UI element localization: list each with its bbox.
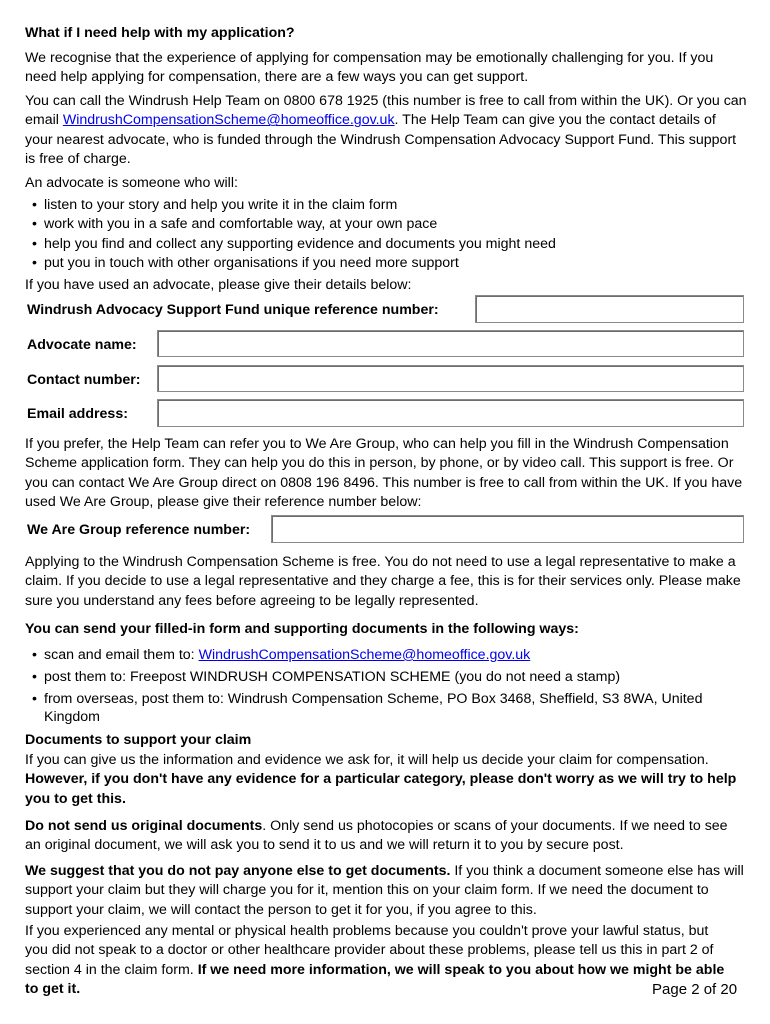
ref-number-label: Windrush Advocacy Support Fund unique reference number: [27,302,439,318]
list-item: • work with you in a safe and comfortable way, at your own pace [26,215,748,234]
list-item: • put you in touch with other organisations if you need more support [26,254,748,273]
help-heading: What if I need help with my application? [25,25,295,41]
documents-paragraph-2: Do not send us original documents. Only send us photocopies or scans of your documents. If we need to see an original document, we will ask you to send it to us and we will return it to you by secure post. [25,818,728,854]
advocate-intro: An advocate is someone who will: [25,175,238,191]
we-are-group-ref-input[interactable] [271,515,744,543]
help-team-paragraph: You can call the Windrush Help Team on 0800 678 1925 (this number is free to call from within the UK). Or you can email WindrushCompensationScheme@homeoffice.gov.uk. The Help Team can give you the contact details of your nearest advocate, who is funded through the Windrush Compensation Advocacy Support Fund. This support is free of charge. [25,93,747,167]
we-are-group-ref-label: We Are Group reference number: [27,522,251,538]
help-email-link[interactable]: WindrushCompensationScheme@homeoffice.gov.uk [62,112,395,129]
page-number: Page 2 of 20 [652,981,738,998]
send-methods-list [26,646,742,726]
advocate-details-prompt: If you have used an advocate, please give their details below: [25,277,412,293]
list-item: • listen to your story and help you write it in the claim form [26,196,748,215]
contact-number-input[interactable] [157,365,744,392]
list-item: • from overseas, post them to: Windrush Compensation Scheme, PO Box 3468, Sheffield, S3 8WA, United Kingdom [26,690,742,726]
contact-number-label: Contact number: [27,372,141,388]
list-item: • help you find and collect any supporting evidence and documents you might need [26,235,748,254]
documents-heading: Documents to support your claim [25,732,252,748]
send-heading: You can send your filled-in form and supporting documents in the following ways: [25,621,579,637]
documents-paragraph-4: If you experienced any mental or physical health problems because you couldn't prove your lawful status, but you did not speak to a doctor or other healthcare provider about these problems, please tell us this in part 2 of section 4 in the claim form. If we need more information, we will speak to you about how we might be able to get it. [25,923,725,997]
advocate-name-input[interactable] [157,330,744,357]
list-item: • scan and email them to: WindrushCompensationScheme@homeoffice.gov.uk [26,646,742,665]
advocate-name-label: Advocate name: [27,337,137,353]
we-are-group-paragraph: If you prefer, the Help Team can refer you to We Are Group, who can help you fill in the Windrush Compensation Scheme application form. They can help you do this in person, by phone, or by video call. This support is free. Or you can contact We Are Group direct on 0808 196 8496. This number is free to call from within the UK. If you have used We Are Group, please give their reference number below: [25,436,743,510]
documents-paragraph-1: If you can give us the information and evidence we ask for, it will help us decide your claim for compensation. However, if you don't have any evidence for a particular category, please don't worry as we will try to help you to get this. [25,752,737,807]
list-item: • post them to: Freepost WINDRUSH COMPENSATION SCHEME (you do not need a stamp) [26,668,742,687]
send-email-link[interactable]: WindrushCompensationScheme@homeoffice.gov.uk [198,647,531,663]
legal-representative-paragraph: Applying to the Windrush Compensation Scheme is free. You do not need to use a legal representative to make a claim. If you decide to use a legal representative and they charge a fee, this is for their services only. Please make sure you understand any fees before agreeing to be legally represented. [25,554,741,609]
ref-number-input[interactable] [475,295,744,323]
advocate-list [26,196,748,273]
email-address-input[interactable] [157,399,744,427]
email-address-label: Email address: [27,406,128,422]
documents-paragraph-3: We suggest that you do not pay anyone else to get documents. If you think a document someone else has will support your claim but they will charge you for it, mention this on your claim form. If we need the document to support your claim, we will contact the person to get it for you, if you agree to this. [25,863,744,918]
help-intro-paragraph: We recognise that the experience of applying for compensation may be emotionally challenging for you. If you need help applying for compensation, there are a few ways you can get support. [25,50,714,86]
